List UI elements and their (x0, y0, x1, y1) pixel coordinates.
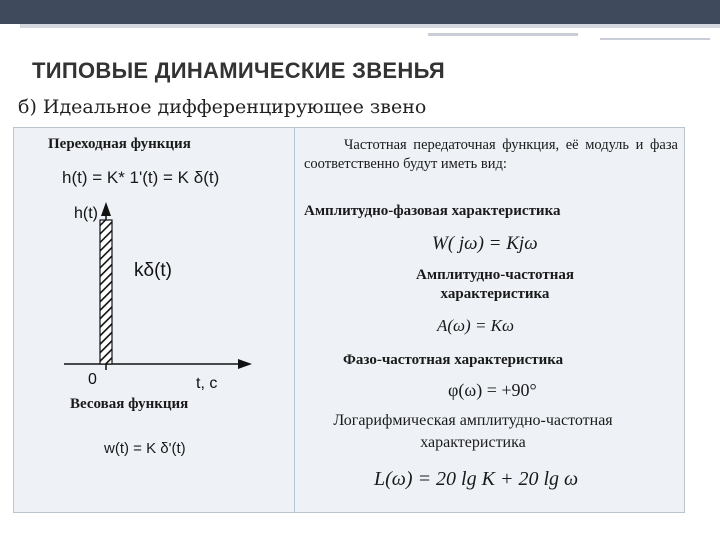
impulse-bar (100, 220, 112, 364)
transient-function-heading: Переходная функция (48, 136, 191, 152)
column-divider (294, 127, 295, 513)
x-axis-arrow-icon (238, 359, 252, 369)
header-decor-line (600, 38, 710, 40)
weight-function-heading: Весовая функция (70, 396, 189, 412)
y-axis-arrow-icon (101, 202, 111, 216)
origin-label: 0 (88, 371, 97, 388)
intro-text: Частотная передаточная функция, её модуль и фаза соответственно будут иметь вид: (304, 137, 678, 172)
fchx-heading: Фазо-частотная характеристика (343, 352, 564, 368)
formula-L: L(ω) = 20 lg K + 20 lg ω (374, 468, 579, 490)
formula-A: A(ω) = Kω (437, 316, 515, 335)
impulse-label: kδ(t) (134, 260, 173, 281)
achx-heading: Амплитудно-частотная характеристика (416, 267, 574, 302)
header-accent-strip (20, 24, 720, 28)
header-bar (0, 0, 720, 24)
slide-title: ТИПОВЫЕ ДИНАМИЧЕСКИЕ ЗВЕНЬЯ (32, 58, 445, 83)
slide-subtitle: б) Идеальное дифференцирующее звено (18, 96, 427, 118)
weight-function-formula: w(t) = K δ'(t) (104, 440, 186, 457)
formula-phi: φ(ω) = +90° (448, 380, 537, 400)
y-axis-label: h(t) (74, 205, 98, 222)
transient-function-formula: h(t) = K* 1'(t) = K δ(t) (62, 168, 220, 187)
x-axis-label: t, c (196, 375, 218, 392)
afc-heading: Амплитудно-фазовая характеристика (304, 203, 561, 219)
header-decor-line (428, 33, 578, 36)
impulse-graph (50, 198, 270, 398)
formula-W: W( jω) = Kjω (432, 233, 538, 254)
intro-paragraph (304, 136, 678, 174)
lachx-heading: Логарифмическая амплитудно-частотная характеристика (333, 412, 613, 451)
